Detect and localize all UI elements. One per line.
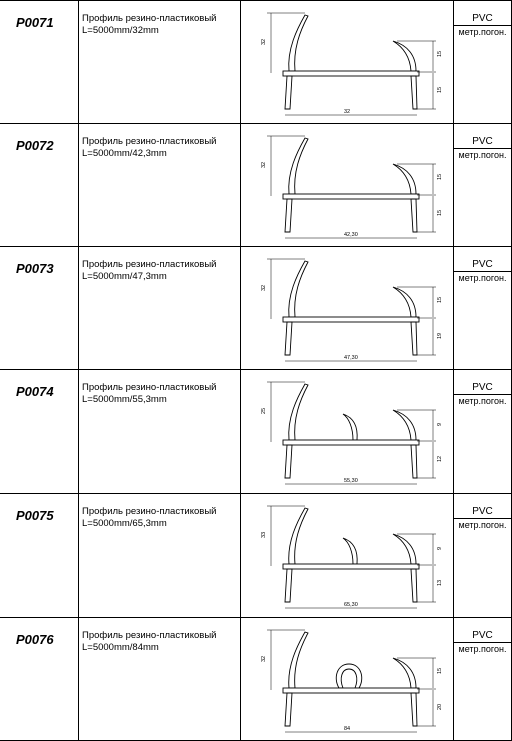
- right-lip: [393, 410, 416, 440]
- product-code: P0075: [16, 508, 54, 523]
- description-cell: [78, 124, 240, 246]
- middle-lip: [343, 414, 357, 440]
- base-plate: [283, 564, 419, 569]
- right-leg: [411, 693, 417, 726]
- right-lip: [393, 164, 416, 194]
- profile-cross-section-drawing: [241, 247, 454, 370]
- material-cell: [453, 618, 512, 740]
- code-cell: [0, 124, 78, 246]
- left-leg: [285, 199, 292, 232]
- unit-label: метр.погон.: [458, 150, 507, 160]
- material-label: PVC: [454, 12, 511, 26]
- height-dimension-label: 25: [261, 407, 267, 414]
- base-plate: [283, 440, 419, 445]
- material-cell: [453, 370, 512, 493]
- right-leg: [411, 445, 417, 478]
- description-cell: [78, 247, 240, 369]
- table-row: [0, 0, 512, 123]
- code-cell: [0, 494, 78, 617]
- material-label: PVC: [454, 135, 511, 149]
- drawing-cell: [240, 1, 453, 123]
- unit-label: метр.погон.: [458, 644, 507, 654]
- profile-cross-section-drawing: [241, 124, 454, 247]
- right-lip: [393, 41, 416, 71]
- tall-left-lip: [289, 138, 308, 194]
- middle-lip: [343, 538, 357, 564]
- product-size: L=5000mm/65,3mm: [82, 518, 167, 529]
- profile-cross-section-drawing: [241, 1, 454, 124]
- description-cell: [78, 618, 240, 740]
- tall-left-lip: [289, 508, 308, 564]
- base-plate: [283, 71, 419, 76]
- material-cell: [453, 124, 512, 246]
- drawing-cell: [240, 618, 453, 740]
- right-leg: [411, 322, 417, 355]
- right-leg: [411, 76, 417, 109]
- product-code: P0071: [16, 15, 54, 30]
- lower-dimension-label: 15: [437, 86, 443, 93]
- unit-label: метр.погон.: [458, 273, 507, 283]
- width-dimension-label: 32: [344, 109, 351, 115]
- height-dimension-label: 32: [261, 161, 267, 168]
- left-leg: [285, 76, 292, 109]
- width-dimension-label: 55,30: [344, 478, 358, 484]
- tall-left-lip: [289, 384, 308, 440]
- drawing-cell: [240, 124, 453, 246]
- right-leg: [411, 199, 417, 232]
- product-size: L=5000mm/55,3mm: [82, 394, 167, 405]
- table-row: [0, 123, 512, 246]
- profile-cross-section-drawing: [241, 618, 454, 741]
- product-code: P0076: [16, 632, 54, 647]
- product-name: Профиль резино-пластиковый: [82, 506, 217, 517]
- height-dimension-label: 32: [261, 655, 267, 662]
- width-dimension-label: 42,30: [344, 232, 358, 238]
- upper-dimension-label: 9: [437, 546, 443, 550]
- material-label: PVC: [454, 505, 511, 519]
- height-dimension-label: 32: [261, 38, 267, 45]
- width-dimension-label: 47,30: [344, 355, 358, 361]
- right-lip: [393, 534, 416, 564]
- product-name: Профиль резино-пластиковый: [82, 259, 217, 270]
- code-cell: [0, 247, 78, 369]
- material-label: PVC: [454, 258, 511, 272]
- description-cell: [78, 1, 240, 123]
- right-lip: [393, 658, 416, 688]
- table-row: [0, 369, 512, 493]
- product-size: L=5000mm/84mm: [82, 642, 159, 653]
- code-cell: [0, 370, 78, 493]
- lower-dimension-label: 19: [437, 332, 443, 339]
- left-leg: [285, 569, 292, 602]
- unit-label: метр.погон.: [458, 520, 507, 530]
- right-leg: [411, 569, 417, 602]
- code-cell: [0, 618, 78, 740]
- description-cell: [78, 494, 240, 617]
- height-dimension-label: 33: [261, 531, 267, 538]
- base-plate: [283, 317, 419, 322]
- description-cell: [78, 370, 240, 493]
- height-dimension-label: 32: [261, 284, 267, 291]
- profile-cross-section-drawing: [241, 494, 454, 618]
- unit-label: метр.погон.: [458, 396, 507, 406]
- profile-cross-section-drawing: [241, 370, 454, 494]
- product-name: Профиль резино-пластиковый: [82, 382, 217, 393]
- material-cell: [453, 1, 512, 123]
- drawing-cell: [240, 247, 453, 369]
- table-row: [0, 493, 512, 617]
- lower-dimension-label: 20: [437, 703, 443, 710]
- material-cell: [453, 247, 512, 369]
- product-name: Профиль резино-пластиковый: [82, 630, 217, 641]
- width-dimension-label: 84: [344, 726, 351, 732]
- drawing-cell: [240, 494, 453, 617]
- lower-dimension-label: 15: [437, 209, 443, 216]
- lower-dimension-label: 12: [437, 455, 443, 462]
- material-label: PVC: [454, 629, 511, 643]
- hollow-loop-seal: [336, 664, 362, 688]
- tall-left-lip: [289, 261, 308, 317]
- table-row: [0, 246, 512, 369]
- left-leg: [285, 693, 292, 726]
- product-name: Профиль резино-пластиковый: [82, 136, 217, 147]
- base-plate: [283, 688, 419, 693]
- upper-dimension-label: 9: [437, 422, 443, 426]
- code-cell: [0, 1, 78, 123]
- unit-label: метр.погон.: [458, 27, 507, 37]
- product-code: P0072: [16, 138, 54, 153]
- product-code: P0073: [16, 261, 54, 276]
- width-dimension-label: 65,30: [344, 602, 358, 608]
- material-cell: [453, 494, 512, 617]
- tall-left-lip: [289, 632, 308, 688]
- base-plate: [283, 194, 419, 199]
- right-lip: [393, 287, 416, 317]
- lower-dimension-label: 13: [437, 579, 443, 586]
- product-code: P0074: [16, 384, 54, 399]
- product-size: L=5000mm/47,3mm: [82, 271, 167, 282]
- product-name: Профиль резино-пластиковый: [82, 13, 217, 24]
- material-label: PVC: [454, 381, 511, 395]
- left-leg: [285, 445, 292, 478]
- left-leg: [285, 322, 292, 355]
- upper-dimension-label: 15: [437, 296, 443, 303]
- drawing-cell: [240, 370, 453, 493]
- upper-dimension-label: 15: [437, 50, 443, 57]
- product-size: L=5000mm/32mm: [82, 25, 159, 36]
- upper-dimension-label: 15: [437, 667, 443, 674]
- tall-left-lip: [289, 15, 308, 71]
- upper-dimension-label: 15: [437, 173, 443, 180]
- table-row: [0, 617, 512, 740]
- product-size: L=5000mm/42,3mm: [82, 148, 167, 159]
